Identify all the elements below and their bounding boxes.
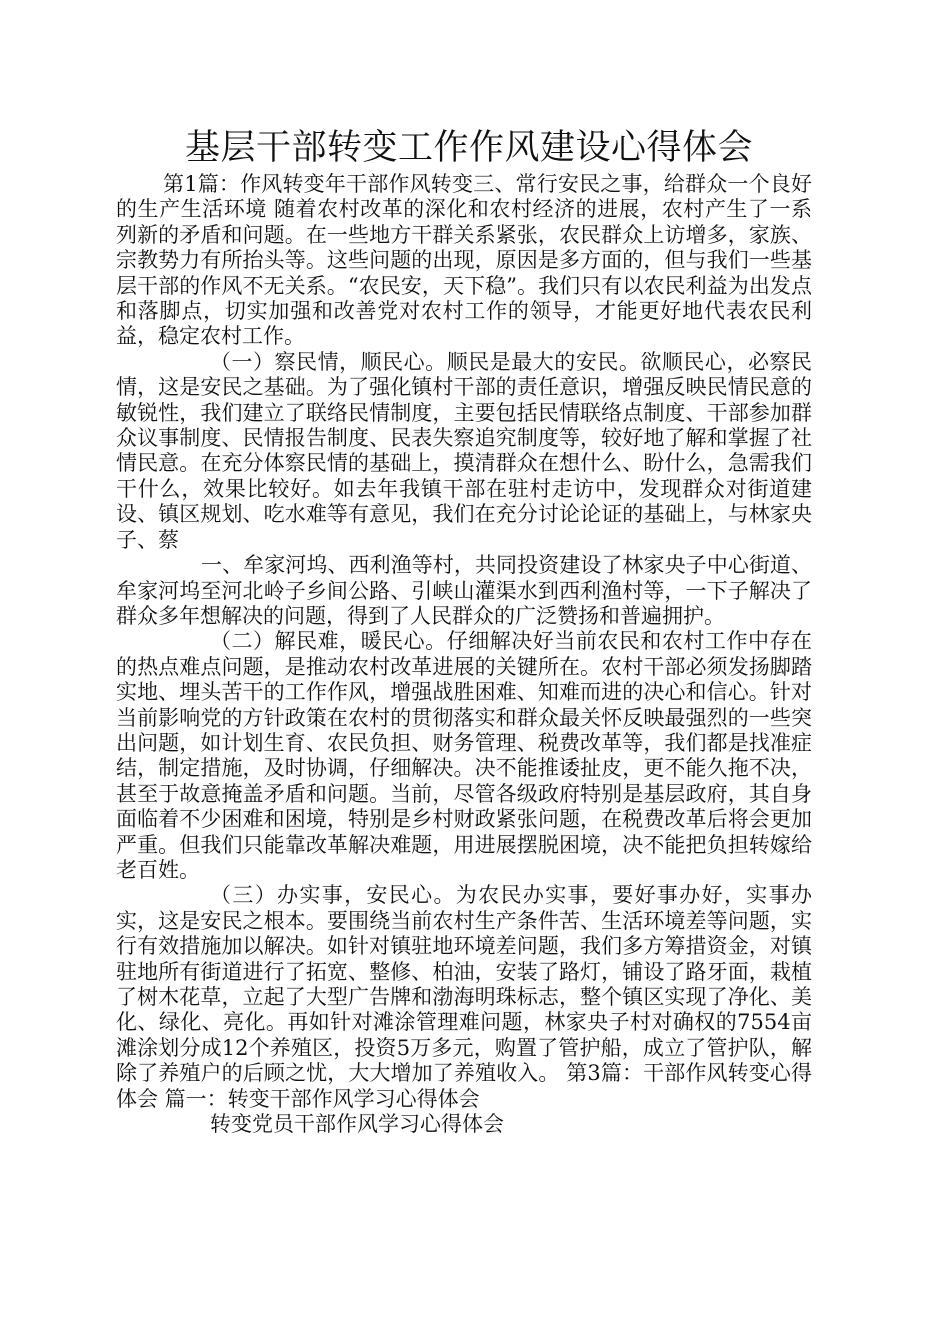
paragraph-section-1: （一）察民情，顺民心。顺民是最大的安民。欲顺民心，必察民情，这是安民之基础。为了强化镇村干部的责任意识，增强反映民情民意的敏锐性，我们建立了联络民情制度，主要包括民情联络点制度、干部参加群众议事制度、民情报告制度、民表失察追究制度等，较好地了解和掌握了社情民意。在充分体察民情的基础上，摸清群众在想什么、盼什么，急需我们干什么，效果比较好。如去年我镇干部在驻村走访中，发现群众对街道建设、镇区规划、吃水难等有意见，我们在充分讨论论证的基础上，与林家央子、蔡: [116, 349, 812, 552]
document-title: 基层干部转变工作作风建设心得体会: [184, 128, 753, 168]
document-page: [116, 126, 812, 1137]
paragraph-subheading: 转变党员干部作风学习心得体会: [210, 1112, 504, 1137]
paragraph-continuation: 一、牟家河坞、西利渔等村，共同投资建设了林家央子中心街道、牟家河坞至河北岭子乡间公路、引峡山灌渠水到西利渔村等，一下子解决了群众多年想解决的问题，得到了人民群众的广泛赞扬和普遍拥护。: [116, 553, 812, 628]
paragraph-section-2: （二）解民难，暖民心。仔细解决好当前农民和农村工作中存在的热点难点问题，是推动农村改革进展的关键所在。农村干部必须发扬脚踏实地、埋头苦干的工作作风，增强战胜困难、知难而进的决心和信心。针对当前影响党的方针政策在农村的贯彻落实和群众最关怀反映最强烈的一些突出问题，如计划生育、农民负担、财务管理、税费改革等，我们都是找准症结，制定措施，及时协调，仔细解决。决不能推诿扯皮，更不能久拖不决，甚至于故意掩盖矛盾和问题。当前，尽管各级政府特别是基层政府，其自身面临着不少困难和困境，特别是乡村财政紧张问题，在税费改革后将会更加严重。但我们只能靠改革解决难题，用进展摆脱困境，决不能把负担转嫁给老百姓。: [116, 629, 812, 882]
paragraph-intro: 第1篇：作风转变年干部作风转变三、常行安民之事，给群众一个良好的生产生活环境 随着农村改革的深化和农村经济的进展，农村产生了一系列新的矛盾和问题。在一些地方干群关系紧张，农民群众上访增多，家族、宗教势力有所抬头等。这些问题的出现，原因是多方面的，但与我们一些基层干部的作风不无关系。“农民安，天下稳”。我们只有以农民利益为出发点和落脚点，切实加强和改善党对农村工作的领导，才能更好地代表农民利益，稳定农村工作。: [116, 172, 812, 349]
paragraph-section-3: （三）办实事，安民心。为农民办实事，要好事办好，实事办实，这是安民之根本。要围绕当前农村生产条件苦、生活环境差等问题，实行有效措施加以解决。如针对镇驻地环境差问题，我们多方筹措资金，对镇驻地所有街道进行了拓宽、整修、柏油，安装了路灯，铺设了路牙面，栽植了树木花草，立起了大型广告牌和渤海明珠标志，整个镇区实现了净化、美化、绿化、亮化。再如针对滩涂管理难问题，林家央子村对确权的7554亩滩涂划分成12个养殖区，投资5万多元，购置了管护船，成立了管护队，解除了养殖户的后顾之忧，大大增加了养殖收入。 第3篇：干部作风转变心得体会 篇一：转变干部作风学习心得体会: [116, 883, 812, 1111]
